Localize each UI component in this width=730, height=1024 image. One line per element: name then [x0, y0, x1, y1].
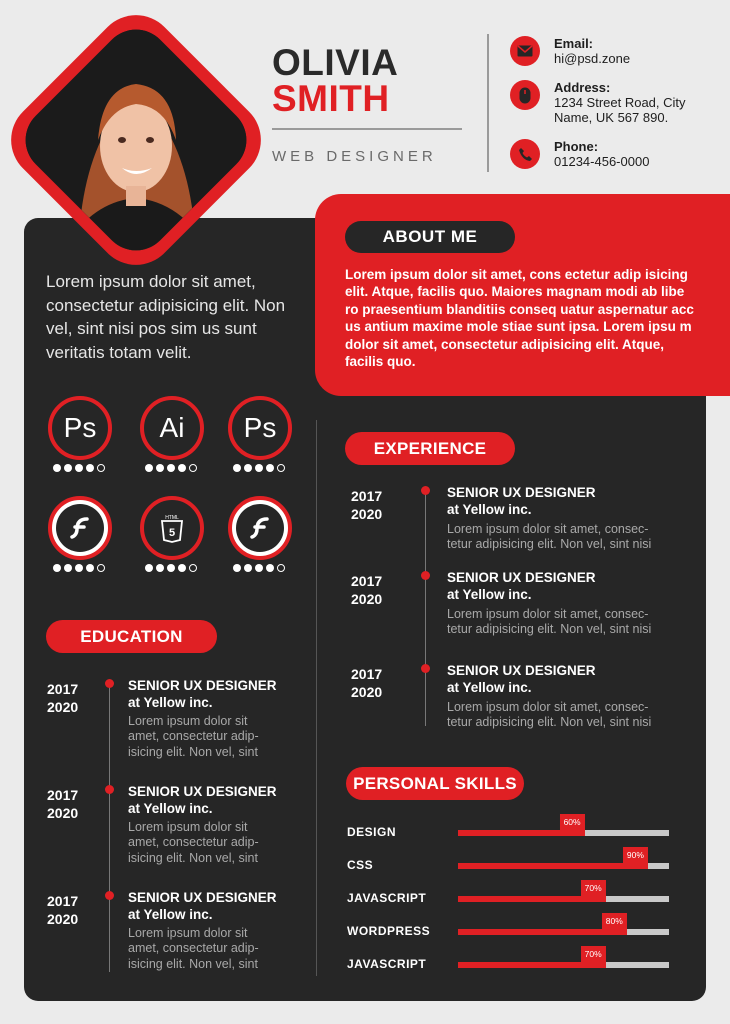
name-divider: [272, 128, 462, 130]
description-line: isicing elit. Non vel, sint: [128, 956, 258, 971]
year-end: 2020: [47, 699, 79, 715]
role-title: SENIOR UX DESIGNER: [447, 663, 596, 678]
rating-dot-empty: [189, 564, 197, 572]
description-line: Lorem ipsum dolor sit: [128, 820, 248, 834]
intro-text: Lorem ipsum dolor sit amet, consectetur adipisicing elit. Non vel, sint nisi pos sim us sunt veritatis totam velit.: [46, 272, 286, 362]
rating-dots: [233, 564, 285, 572]
contact-label: Address:: [554, 80, 611, 95]
timeline-years: [351, 665, 382, 701]
description-line: amet, consectetur adip-: [128, 729, 259, 744]
rating-dot-filled: [167, 564, 175, 572]
year-start: 2017: [351, 573, 383, 589]
skill-bar: [458, 949, 669, 968]
timeline-entry-title: [447, 663, 596, 696]
description-line: tetur adipisicing elit. Non vel, sint nisi: [447, 622, 652, 637]
description-line: Lorem ipsum dolor sit amet, consec-: [447, 700, 649, 714]
rating-dot-filled: [53, 564, 61, 572]
timeline-dot: [105, 891, 114, 900]
company: at Yellow inc.: [128, 694, 213, 710]
timeline-dot: [421, 571, 430, 580]
contact-label: Email:: [554, 36, 594, 51]
skill-bar-fill: [458, 929, 627, 935]
company: at Yellow inc.: [447, 501, 532, 517]
timeline-description: [447, 700, 651, 731]
last-name: SMITH: [272, 78, 390, 119]
rating-dot-filled: [86, 564, 94, 572]
role-title: SENIOR UX DESIGNER: [447, 570, 596, 585]
rating-dot-filled: [244, 464, 252, 472]
timeline-dot: [105, 679, 114, 688]
company: at Yellow inc.: [128, 906, 213, 922]
rating-dot-filled: [145, 564, 153, 572]
experience-timeline-line: [425, 488, 426, 726]
rating-dot-filled: [233, 464, 241, 472]
phone-icon: [510, 139, 540, 169]
rating-dot-filled: [75, 564, 83, 572]
timeline-entry-title: [128, 784, 277, 817]
role-title: SENIOR UX DESIGNER: [128, 784, 277, 799]
email-value[interactable]: hi@psd.zone: [554, 51, 631, 66]
description-line: isicing elit. Non vel, sint: [128, 850, 258, 865]
rating-dot-filled: [233, 564, 241, 572]
skill-percent-tag: 80%: [602, 913, 627, 929]
skill-percent-tag: 70%: [581, 880, 606, 896]
rating-dot-empty: [277, 464, 285, 472]
skill-percent-tag: 90%: [623, 847, 648, 863]
rating-dot-filled: [244, 564, 252, 572]
skill-bar: [458, 883, 669, 902]
description-line: tetur adipisicing elit. Non vel, sint nisi: [447, 537, 652, 552]
svg-text:5: 5: [168, 527, 176, 539]
description-line: Lorem ipsum dolor sit amet, consec-: [447, 607, 649, 621]
timeline-entry-title: [128, 890, 277, 923]
rating-dot-filled: [167, 464, 175, 472]
rating-dot-filled: [266, 564, 274, 572]
timeline-entry-title: [447, 570, 596, 603]
column-divider: [316, 420, 317, 976]
skill-label: JAVASCRIPT: [347, 957, 427, 971]
rating-dot-filled: [156, 564, 164, 572]
skills-heading: PERSONAL SKILLS: [346, 767, 524, 800]
rating-dot-filled: [64, 564, 72, 572]
photoshop-icon: [228, 396, 292, 460]
rating-dot-filled: [86, 464, 94, 472]
skill-bar: [458, 850, 669, 869]
timeline-years: [351, 572, 382, 608]
role-title: SENIOR UX DESIGNER: [128, 890, 277, 905]
skill-percent-tag: 70%: [581, 946, 606, 962]
year-start: 2017: [351, 488, 383, 504]
description-line: amet, consectetur adip-: [128, 941, 259, 956]
skill-bar-fill: [458, 830, 585, 836]
rating-dot-filled: [255, 464, 263, 472]
description-line: Lorem ipsum dolor sit amet, consec-: [447, 522, 649, 536]
timeline-years: [47, 786, 78, 822]
svg-text:HTML: HTML: [165, 515, 179, 521]
timeline-description: [128, 714, 259, 760]
rating-dot-filled: [255, 564, 263, 572]
timeline-dot: [421, 486, 430, 495]
description-line: Lorem ipsum dolor sit: [128, 714, 248, 728]
html5-icon: [140, 496, 204, 560]
skill-bar-fill: [458, 896, 606, 902]
year-start: 2017: [47, 787, 79, 803]
rating-dots: [145, 464, 197, 472]
photoshop-icon: [48, 396, 112, 460]
first-name: OLIVIA: [272, 42, 399, 83]
rating-dot-filled: [75, 464, 83, 472]
timeline-years: [351, 487, 382, 523]
rating-dot-filled: [64, 464, 72, 472]
year-start: 2017: [47, 893, 79, 909]
skill-bar: [458, 817, 669, 836]
role-title: SENIOR UX DESIGNER: [447, 485, 596, 500]
year-end: 2020: [351, 684, 383, 700]
skill-label: JAVASCRIPT: [347, 891, 427, 905]
timeline-description: [128, 926, 259, 972]
skill-label: WORDPRESS: [347, 924, 431, 938]
contact-label: Phone:: [554, 139, 599, 154]
rating-dots: [233, 464, 285, 472]
company: at Yellow inc.: [128, 800, 213, 816]
about-heading: ABOUT ME: [345, 221, 515, 253]
rating-dot-filled: [156, 464, 164, 472]
phone-value[interactable]: 01234-456-0000: [554, 154, 650, 169]
flash-glyph: [236, 504, 284, 552]
description-line: amet, consectetur adip-: [128, 835, 259, 850]
rating-dots: [53, 464, 105, 472]
rating-dot-filled: [178, 464, 186, 472]
skill-label: DESIGN: [347, 825, 397, 839]
software-label: Ai: [159, 412, 185, 443]
skill-bar-fill: [458, 962, 606, 968]
description-line: tetur adipisicing elit. Non vel, sint nisi: [447, 715, 652, 730]
education-timeline-line: [109, 682, 110, 972]
timeline-description: [447, 607, 651, 638]
mouse-icon: [510, 80, 540, 110]
rating-dot-empty: [189, 464, 197, 472]
flash-glyph: [56, 504, 104, 552]
year-end: 2020: [351, 591, 383, 607]
header-divider: [487, 34, 489, 172]
email-icon: [510, 36, 540, 66]
timeline-description: [128, 820, 259, 866]
year-end: 2020: [351, 506, 383, 522]
year-end: 2020: [47, 911, 79, 927]
address-value: 1234 Street Road, City Name, UK 567 890.: [554, 95, 686, 125]
timeline-entry-title: [447, 485, 596, 518]
company: at Yellow inc.: [447, 586, 532, 602]
description-line: Lorem ipsum dolor sit: [128, 926, 248, 940]
skill-bar: [458, 916, 669, 935]
rating-dot-filled: [266, 464, 274, 472]
rating-dot-filled: [178, 564, 186, 572]
timeline-years: [47, 680, 78, 716]
timeline-dot: [421, 664, 430, 673]
rating-dot-filled: [53, 464, 61, 472]
contact-email: [510, 36, 720, 70]
skill-percent-tag: 60%: [560, 814, 585, 830]
flash-icon: [48, 496, 112, 560]
year-end: 2020: [47, 805, 79, 821]
education-heading: EDUCATION: [46, 620, 217, 653]
rating-dot-filled: [145, 464, 153, 472]
rating-dot-empty: [277, 564, 285, 572]
timeline-dot: [105, 785, 114, 794]
timeline-description: [447, 522, 651, 553]
contact-phone: [510, 139, 720, 173]
company: at Yellow inc.: [447, 679, 532, 695]
year-start: 2017: [351, 666, 383, 682]
timeline-years: [47, 892, 78, 928]
software-label: Ps: [243, 412, 277, 443]
experience-heading: EXPERIENCE: [345, 432, 515, 465]
skill-label: CSS: [347, 858, 374, 872]
year-start: 2017: [47, 681, 79, 697]
illustrator-icon: [140, 396, 204, 460]
rating-dots: [53, 564, 105, 572]
rating-dot-empty: [97, 564, 105, 572]
rating-dot-empty: [97, 464, 105, 472]
contact-address: [510, 80, 720, 128]
description-line: isicing elit. Non vel, sint: [128, 744, 258, 759]
skill-bar-fill: [458, 863, 648, 869]
about-text: Lorem ipsum dolor sit amet, cons ectetur adip isicing elit. Atque, facilis quo. Maiores magnam modi ab libe ro praesentium blanditiis conseq uatur aspernatur acc us antium maxime mole stiae sunt ipsa. Lorem ipsu m dolor sit amet, consectetur adipisicing elit. Atque, facilis quo.: [345, 267, 694, 370]
timeline-entry-title: [128, 678, 277, 711]
job-title: WEB DESIGNER: [272, 148, 437, 165]
rating-dots: [145, 564, 197, 572]
role-title: SENIOR UX DESIGNER: [128, 678, 277, 693]
flash-icon: [228, 496, 292, 560]
software-label: Ps: [63, 412, 97, 443]
